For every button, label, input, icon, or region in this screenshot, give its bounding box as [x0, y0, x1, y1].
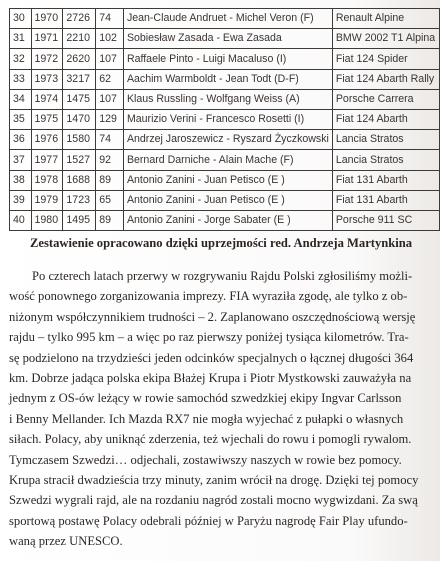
distance-km-cell: 1688	[63, 170, 96, 190]
points-cell: 74	[96, 9, 124, 29]
distance-km-cell: 2726	[63, 9, 96, 29]
edition-number-cell: 36	[10, 130, 32, 150]
car-cell: Lancia Stratos	[332, 130, 439, 150]
year-cell: 1975	[31, 109, 63, 129]
car-cell: Lancia Stratos	[332, 150, 439, 170]
points-cell: 74	[96, 130, 124, 150]
text-line: wość ponownego zorganizowania imprezy. FIA wyraziła zgodę, ale tylko z ob-	[9, 289, 408, 304]
crew-cell: Raffaele Pinto - Luigi Macaluso (I)	[123, 49, 332, 69]
distance-km-cell: 1475	[63, 89, 96, 109]
crew-cell: Andrzej Jaroszewicz - Ryszard Życzkowski	[123, 130, 332, 150]
points-cell: 89	[96, 210, 124, 230]
year-cell: 1980	[31, 210, 63, 230]
text-line: sę podzielono na trzydzieści jeden odcinków specjalnych o łącznej długości 364	[9, 350, 414, 365]
car-cell: Porsche Carrera	[332, 89, 439, 109]
edition-number-cell: 33	[10, 69, 32, 89]
text-line: Szwedzi wygrali rajd, ale na rozdaniu nagród zostali mocno wygwizdani. Za swą	[9, 493, 418, 508]
table-caption: Zestawienie opracowano dzięki uprzejmości red. Andrzeja Martynkina	[30, 236, 413, 250]
points-cell: 107	[96, 89, 124, 109]
crew-cell: Antonio Zanini - Jorge Sabater (E )	[123, 210, 332, 230]
crew-cell: Maurizio Verini - Francesco Rosetti (I)	[123, 109, 332, 129]
crew-cell: Klaus Russling - Wolfgang Weiss (A)	[123, 89, 332, 109]
table-row	[10, 130, 440, 150]
results-table-body	[10, 9, 440, 231]
distance-km-cell: 2210	[63, 29, 96, 49]
body-paragraph	[9, 266, 440, 551]
text-line: km. Dobrze jadąca polska ekipa Błażej Krupa i Piotr Mystkowski zauważyła na	[9, 370, 412, 385]
text-line: waną przez UNESCO.	[9, 534, 123, 549]
crew-cell: Jean-Claude Andruet - Michel Veron (F)	[123, 9, 332, 29]
points-cell: 89	[96, 170, 124, 190]
points-cell: 107	[96, 49, 124, 69]
edition-number-cell: 37	[10, 150, 32, 170]
table-row	[10, 9, 440, 29]
edition-number-cell: 31	[10, 29, 32, 49]
year-cell: 1977	[31, 150, 63, 170]
crew-cell: Antonio Zanini - Juan Petisco (E )	[123, 170, 332, 190]
car-cell: Fiat 124 Abarth Rally	[332, 69, 439, 89]
edition-number-cell: 39	[10, 190, 32, 210]
text-line: Krupa stracił dwadzieścia trzy minuty, zanim wrócił na drogę. Dzięki tej pomocy	[9, 472, 419, 487]
table-row	[10, 69, 440, 89]
distance-km-cell: 1527	[63, 150, 96, 170]
year-cell: 1971	[31, 29, 63, 49]
year-cell: 1976	[31, 130, 63, 150]
crew-cell: Aachim Warmboldt - Jean Todt (D-F)	[123, 69, 332, 89]
year-cell: 1972	[31, 49, 63, 69]
car-cell: BMW 2002 T1 Alpina	[332, 29, 439, 49]
table-row	[10, 29, 440, 49]
car-cell: Porsche 911 SC	[332, 210, 439, 230]
text-line: Po czterech latach przerwy w rozgrywaniu Rajdu Polski zgłosiliśmy możli-	[32, 269, 413, 283]
year-cell: 1979	[31, 190, 63, 210]
table-row	[10, 150, 440, 170]
table-row	[10, 89, 440, 109]
edition-number-cell: 38	[10, 170, 32, 190]
points-cell: 129	[96, 109, 124, 129]
points-cell: 92	[96, 150, 124, 170]
edition-number-cell: 40	[10, 210, 32, 230]
edition-number-cell: 35	[10, 109, 32, 129]
year-cell: 1970	[31, 9, 63, 29]
points-cell: 62	[96, 69, 124, 89]
crew-cell: Antonio Zanini - Juan Petisco (E )	[123, 190, 332, 210]
text-line: Tymczasem Szwedzi… odjechali, zostawiwszy naszych w rowie bez pomocy.	[9, 452, 402, 467]
edition-number-cell: 34	[10, 89, 32, 109]
edition-number-cell: 32	[10, 49, 32, 69]
distance-km-cell: 2620	[63, 49, 96, 69]
car-cell: Fiat 131 Abarth	[332, 170, 439, 190]
rally-results-table	[9, 8, 440, 231]
table-row	[10, 170, 440, 190]
text-line: sportową postawę Polacy odebrali później w Paryżu nagrodę Fair Play ufundo-	[9, 513, 408, 528]
text-line: siłach. Polacy, aby uniknąć zderzenia, też wjechali do rowu i pomogli rywalom.	[9, 432, 412, 447]
table-row	[10, 190, 440, 210]
distance-km-cell: 1580	[63, 130, 96, 150]
text-line: i Benny Mellander. Ich Mazda RX7 nie mogła wyjechać z pułapki o własnych	[9, 411, 404, 426]
points-cell: 65	[96, 190, 124, 210]
points-cell: 102	[96, 29, 124, 49]
distance-km-cell: 3217	[63, 69, 96, 89]
year-cell: 1974	[31, 89, 63, 109]
text-line: jednym z OS-ów leżący w rowie samochód szwedzkiej ekipy Ingvar Carlsson	[9, 391, 402, 406]
car-cell: Renault Alpine	[332, 9, 439, 29]
car-cell: Fiat 131 Abarth	[332, 190, 439, 210]
table-row	[10, 109, 440, 129]
car-cell: Fiat 124 Abarth	[332, 109, 439, 129]
edition-number-cell: 30	[10, 9, 32, 29]
year-cell: 1973	[31, 69, 63, 89]
distance-km-cell: 1470	[63, 109, 96, 129]
crew-cell: Sobiesław Zasada - Ewa Zasada	[123, 29, 332, 49]
car-cell: Fiat 124 Spider	[332, 49, 439, 69]
year-cell: 1978	[31, 170, 63, 190]
crew-cell: Bernard Darniche - Alain Mache (F)	[123, 150, 332, 170]
text-line: rajdu – tylko 995 km – a więc po raz pierwszy poniżej tysiąca kilometrów. Tra-	[9, 330, 409, 345]
text-line: niżonym współczynnikiem trudności – 2. Zaplanowano oszczędnościową wersję	[9, 309, 416, 324]
distance-km-cell: 1495	[63, 210, 96, 230]
table-row	[10, 49, 440, 69]
distance-km-cell: 1723	[63, 190, 96, 210]
table-row	[10, 210, 440, 230]
